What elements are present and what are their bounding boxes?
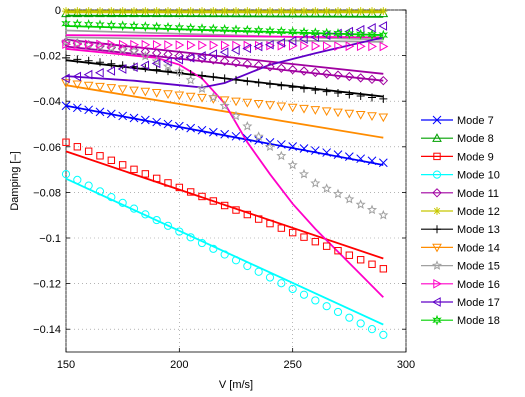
legend-label: Mode 13 (457, 224, 500, 237)
legend-label: Mode 10 (457, 169, 500, 182)
legend-label: Mode 16 (457, 278, 500, 291)
x-tick-label: 300 (396, 359, 416, 371)
legend-label: Mode 7 (457, 115, 494, 127)
legend-label: Mode 9 (457, 151, 494, 164)
y-axis-label: Damping [–] (9, 151, 21, 211)
y-tick-label: −0.1 (39, 233, 61, 245)
x-tick-label: 200 (170, 359, 189, 371)
y-tick-label: 0 (54, 5, 61, 17)
y-tick-label: −0.06 (33, 141, 61, 154)
axes-box (66, 10, 406, 352)
plot-area (33, 5, 415, 371)
legend-label: Mode 17 (457, 297, 500, 309)
x-tick-label: 250 (283, 359, 302, 371)
legend-label: Mode 15 (457, 260, 500, 273)
legend-label: Mode 8 (457, 133, 494, 146)
legend-label: Mode 12 (457, 206, 500, 218)
legend-label: Mode 18 (457, 315, 500, 328)
legend-label: Mode 11 (457, 187, 499, 200)
y-tick-label: −0.12 (33, 278, 61, 291)
y-tick-label: −0.08 (33, 187, 61, 200)
y-tick-label: −0.02 (33, 50, 61, 63)
y-tick-label: −0.04 (33, 96, 61, 109)
x-tick-label: 150 (56, 359, 76, 371)
y-tick-label: −0.14 (33, 324, 61, 337)
legend-label: Mode 14 (457, 242, 500, 255)
legend-marker (433, 207, 441, 215)
x-axis-label: V [m/s] (218, 379, 254, 391)
